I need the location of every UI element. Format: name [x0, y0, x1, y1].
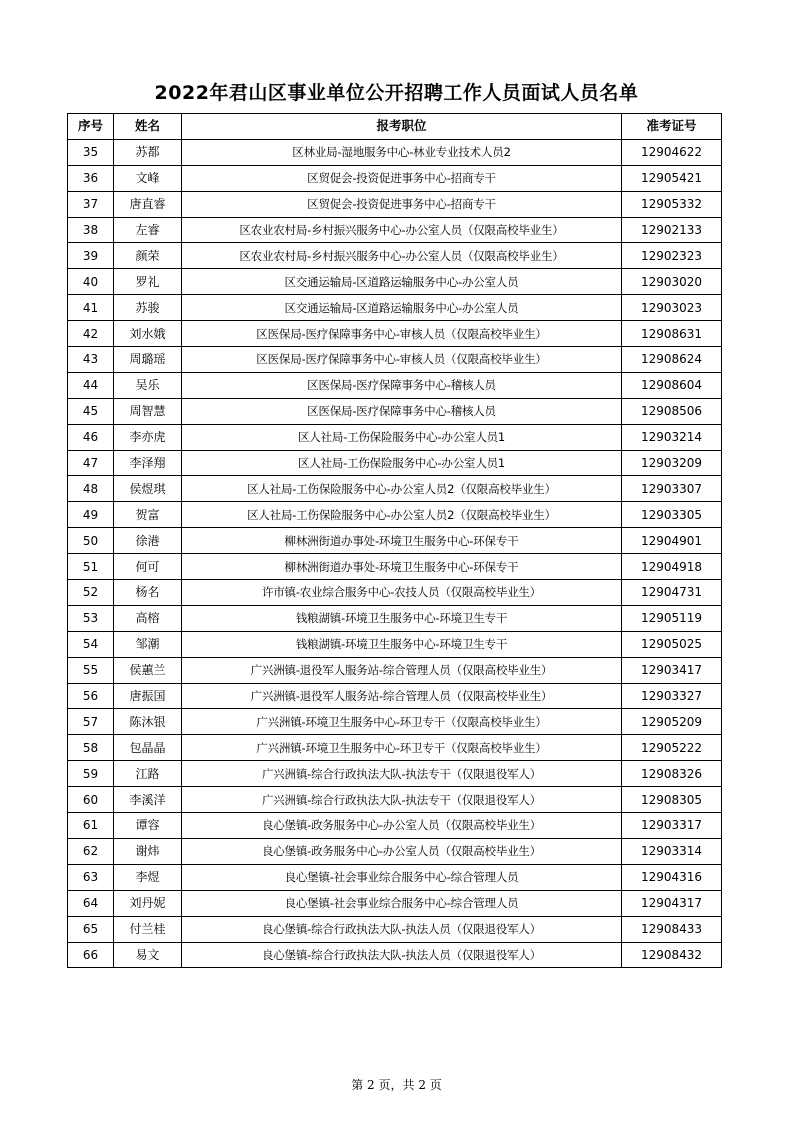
cell-position: 区交通运输局-区道路运输服务中心-办公室人员	[182, 269, 622, 295]
cell-exam-id: 12903417	[622, 657, 722, 683]
table-row	[68, 605, 722, 631]
cell-position: 区交通运输局-区道路运输服务中心-办公室人员	[182, 295, 622, 321]
cell-position: 区农业农村局-乡村振兴服务中心-办公室人员（仅限高校毕业生）	[182, 217, 622, 243]
cell-position: 良心堡镇-综合行政执法大队-执法人员（仅限退役军人）	[182, 916, 622, 942]
page-title: 2022年君山区事业单位公开招聘工作人员面试人员名单	[154, 82, 639, 104]
cell-exam-id: 12908326	[622, 761, 722, 787]
cell-no: 48	[68, 476, 114, 502]
cell-exam-id: 12905209	[622, 709, 722, 735]
table-header-row	[68, 114, 722, 140]
cell-name: 高榕	[114, 605, 182, 631]
cell-exam-id: 12902323	[622, 243, 722, 269]
table-row	[68, 502, 722, 528]
cell-position: 广兴洲镇-退役军人服务站-综合管理人员（仅限高校毕业生）	[182, 657, 622, 683]
cell-position: 广兴洲镇-综合行政执法大队-执法专干（仅限退役军人）	[182, 761, 622, 787]
table-row	[68, 554, 722, 580]
cell-exam-id: 12905332	[622, 191, 722, 217]
cell-no: 60	[68, 787, 114, 813]
cell-exam-id: 12903305	[622, 502, 722, 528]
table-body	[68, 139, 722, 968]
cell-position: 柳林洲街道办事处-环境卫生服务中心-环保专干	[182, 528, 622, 554]
column-header-no: 序号	[68, 114, 114, 140]
table-row	[68, 424, 722, 450]
cell-position: 区贸促会-投资促进事务中心-招商专干	[182, 165, 622, 191]
table-row	[68, 838, 722, 864]
table-row	[68, 580, 722, 606]
cell-position: 区人社局-工伤保险服务中心-办公室人员1	[182, 424, 622, 450]
cell-no: 59	[68, 761, 114, 787]
cell-no: 66	[68, 942, 114, 968]
cell-exam-id: 12903020	[622, 269, 722, 295]
cell-exam-id: 12903307	[622, 476, 722, 502]
cell-exam-id: 12908432	[622, 942, 722, 968]
cell-position: 区医保局-医疗保障事务中心-审核人员（仅限高校毕业生）	[182, 347, 622, 373]
cell-position: 钱粮湖镇-环境卫生服务中心-环境卫生专干	[182, 605, 622, 631]
cell-exam-id: 12903314	[622, 838, 722, 864]
cell-name: 文峰	[114, 165, 182, 191]
page-footer: 第 2 页，共 2 页	[351, 1078, 442, 1092]
table-row	[68, 191, 722, 217]
column-header-position: 报考职位	[182, 114, 622, 140]
cell-position: 良心堡镇-社会事业综合服务中心-综合管理人员	[182, 890, 622, 916]
cell-no: 64	[68, 890, 114, 916]
cell-name: 谭容	[114, 813, 182, 839]
cell-no: 65	[68, 916, 114, 942]
cell-name: 吴乐	[114, 372, 182, 398]
candidate-table	[67, 113, 722, 968]
cell-name: 侯蕙兰	[114, 657, 182, 683]
cell-position: 良心堡镇-政务服务中心-办公室人员（仅限高校毕业生）	[182, 838, 622, 864]
table-row	[68, 735, 722, 761]
cell-exam-id: 12903214	[622, 424, 722, 450]
cell-exam-id: 12904918	[622, 554, 722, 580]
table-row	[68, 450, 722, 476]
cell-no: 49	[68, 502, 114, 528]
cell-exam-id: 12904622	[622, 139, 722, 165]
cell-name: 刘水娥	[114, 321, 182, 347]
cell-name: 苏都	[114, 139, 182, 165]
table-row	[68, 295, 722, 321]
cell-exam-id: 12908631	[622, 321, 722, 347]
cell-name: 李煜	[114, 864, 182, 890]
cell-position: 柳林洲街道办事处-环境卫生服务中心-环保专干	[182, 554, 622, 580]
cell-no: 51	[68, 554, 114, 580]
table-row	[68, 243, 722, 269]
table-row	[68, 165, 722, 191]
cell-position: 良心堡镇-综合行政执法大队-执法人员（仅限退役军人）	[182, 942, 622, 968]
cell-position: 广兴洲镇-退役军人服务站-综合管理人员（仅限高校毕业生）	[182, 683, 622, 709]
cell-name: 侯煜琪	[114, 476, 182, 502]
cell-position: 广兴洲镇-环境卫生服务中心-环卫专干（仅限高校毕业生）	[182, 735, 622, 761]
cell-position: 区人社局-工伤保险服务中心-办公室人员1	[182, 450, 622, 476]
cell-no: 57	[68, 709, 114, 735]
table-row	[68, 347, 722, 373]
cell-exam-id: 12908305	[622, 787, 722, 813]
cell-name: 罗礼	[114, 269, 182, 295]
table-row	[68, 217, 722, 243]
cell-no: 44	[68, 372, 114, 398]
table-row	[68, 813, 722, 839]
cell-position: 良心堡镇-社会事业综合服务中心-综合管理人员	[182, 864, 622, 890]
cell-no: 38	[68, 217, 114, 243]
column-header-name: 姓名	[114, 114, 182, 140]
table-row	[68, 787, 722, 813]
cell-exam-id: 12908506	[622, 398, 722, 424]
cell-position: 区人社局-工伤保险服务中心-办公室人员2（仅限高校毕业生）	[182, 476, 622, 502]
cell-exam-id: 12904317	[622, 890, 722, 916]
cell-position: 广兴洲镇-综合行政执法大队-执法专干（仅限退役军人）	[182, 787, 622, 813]
cell-position: 区医保局-医疗保障事务中心-审核人员（仅限高校毕业生）	[182, 321, 622, 347]
cell-name: 付兰桂	[114, 916, 182, 942]
cell-exam-id: 12902133	[622, 217, 722, 243]
table-row	[68, 709, 722, 735]
cell-name: 杨名	[114, 580, 182, 606]
table-row	[68, 761, 722, 787]
table-row	[68, 139, 722, 165]
cell-position: 区农业农村局-乡村振兴服务中心-办公室人员（仅限高校毕业生）	[182, 243, 622, 269]
cell-no: 46	[68, 424, 114, 450]
cell-no: 35	[68, 139, 114, 165]
cell-no: 55	[68, 657, 114, 683]
cell-name: 周璐瑶	[114, 347, 182, 373]
cell-name: 江路	[114, 761, 182, 787]
cell-exam-id: 12904316	[622, 864, 722, 890]
cell-name: 苏骏	[114, 295, 182, 321]
table-row	[68, 631, 722, 657]
cell-no: 37	[68, 191, 114, 217]
table-row	[68, 683, 722, 709]
cell-position: 钱粮湖镇-环境卫生服务中心-环境卫生专干	[182, 631, 622, 657]
cell-no: 50	[68, 528, 114, 554]
cell-position: 区林业局-湿地服务中心-林业专业技术人员2	[182, 139, 622, 165]
cell-exam-id: 12905222	[622, 735, 722, 761]
cell-name: 周智慧	[114, 398, 182, 424]
cell-no: 40	[68, 269, 114, 295]
cell-exam-id: 12908624	[622, 347, 722, 373]
cell-exam-id: 12904731	[622, 580, 722, 606]
table-row	[68, 528, 722, 554]
cell-position: 许市镇-农业综合服务中心-农技人员（仅限高校毕业生）	[182, 580, 622, 606]
cell-no: 63	[68, 864, 114, 890]
cell-no: 54	[68, 631, 114, 657]
cell-position: 区医保局-医疗保障事务中心-稽核人员	[182, 372, 622, 398]
cell-no: 47	[68, 450, 114, 476]
cell-name: 包晶晶	[114, 735, 182, 761]
cell-exam-id: 12903209	[622, 450, 722, 476]
cell-no: 56	[68, 683, 114, 709]
cell-name: 李泽翔	[114, 450, 182, 476]
cell-name: 李溪洋	[114, 787, 182, 813]
cell-no: 41	[68, 295, 114, 321]
cell-exam-id: 12908604	[622, 372, 722, 398]
cell-position: 广兴洲镇-环境卫生服务中心-环卫专干（仅限高校毕业生）	[182, 709, 622, 735]
cell-name: 颜荣	[114, 243, 182, 269]
cell-name: 谢炜	[114, 838, 182, 864]
cell-exam-id: 12905025	[622, 631, 722, 657]
cell-exam-id: 12908433	[622, 916, 722, 942]
cell-no: 36	[68, 165, 114, 191]
cell-no: 52	[68, 580, 114, 606]
cell-name: 徐港	[114, 528, 182, 554]
cell-position: 区贸促会-投资促进事务中心-招商专干	[182, 191, 622, 217]
table-row	[68, 942, 722, 968]
table-row	[68, 864, 722, 890]
cell-name: 邹潮	[114, 631, 182, 657]
table-row	[68, 657, 722, 683]
table-row	[68, 398, 722, 424]
column-header-exam-id: 准考证号	[622, 114, 722, 140]
cell-position: 区医保局-医疗保障事务中心-稽核人员	[182, 398, 622, 424]
cell-no: 42	[68, 321, 114, 347]
cell-no: 58	[68, 735, 114, 761]
cell-name: 李亦虎	[114, 424, 182, 450]
cell-no: 62	[68, 838, 114, 864]
cell-name: 唐直睿	[114, 191, 182, 217]
cell-position: 良心堡镇-政务服务中心-办公室人员（仅限高校毕业生）	[182, 813, 622, 839]
cell-exam-id: 12903317	[622, 813, 722, 839]
table-row	[68, 476, 722, 502]
cell-no: 53	[68, 605, 114, 631]
cell-name: 易文	[114, 942, 182, 968]
cell-no: 61	[68, 813, 114, 839]
cell-name: 陈沐银	[114, 709, 182, 735]
cell-exam-id: 12905119	[622, 605, 722, 631]
cell-exam-id: 12905421	[622, 165, 722, 191]
table-row	[68, 321, 722, 347]
cell-no: 43	[68, 347, 114, 373]
cell-exam-id: 12903327	[622, 683, 722, 709]
cell-no: 39	[68, 243, 114, 269]
table-row	[68, 916, 722, 942]
table-row	[68, 372, 722, 398]
cell-name: 何可	[114, 554, 182, 580]
cell-no: 45	[68, 398, 114, 424]
table-row	[68, 269, 722, 295]
cell-name: 左睿	[114, 217, 182, 243]
cell-name: 刘丹妮	[114, 890, 182, 916]
table-row	[68, 890, 722, 916]
cell-exam-id: 12904901	[622, 528, 722, 554]
cell-name: 贺富	[114, 502, 182, 528]
cell-position: 区人社局-工伤保险服务中心-办公室人员2（仅限高校毕业生）	[182, 502, 622, 528]
cell-name: 唐振国	[114, 683, 182, 709]
cell-exam-id: 12903023	[622, 295, 722, 321]
